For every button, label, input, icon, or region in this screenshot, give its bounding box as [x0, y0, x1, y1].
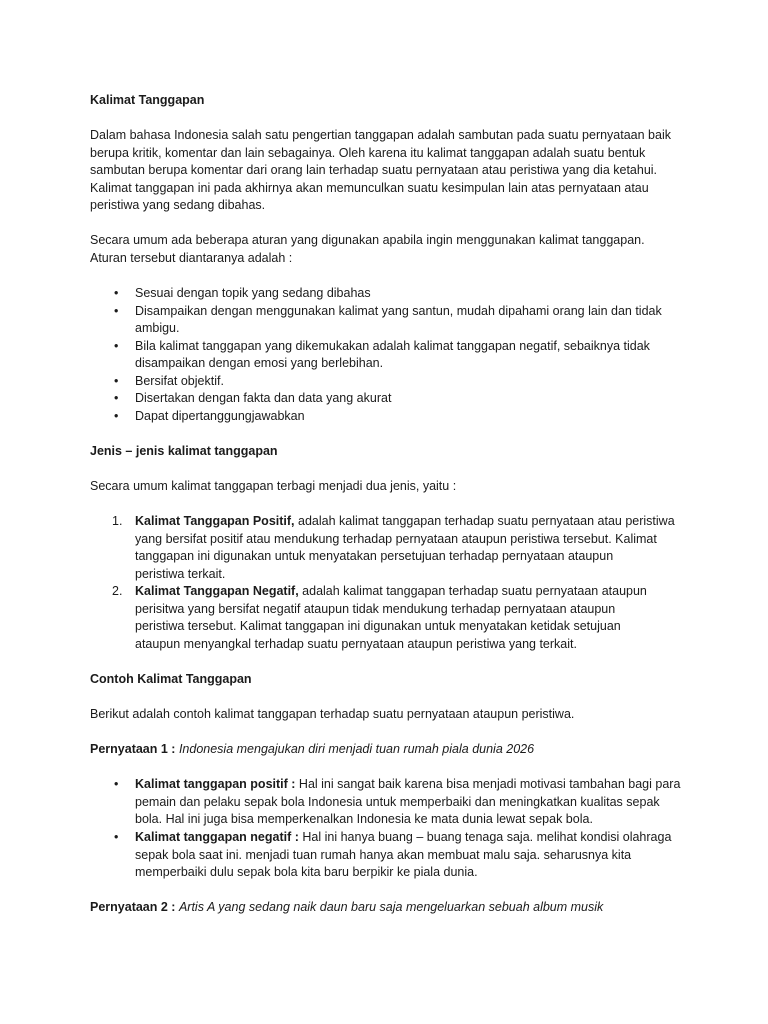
- list-item: [90, 303, 730, 338]
- item-text: adalah kalimat tanggapan terhadap suatu pernyataan atau peristiwa: [298, 514, 675, 529]
- types-heading: Jenis – jenis kalimat tanggapan: [90, 443, 278, 458]
- responses-list: [90, 776, 730, 881]
- bullet-icon: [114, 408, 118, 426]
- item-label: Kalimat Tanggapan Negatif,: [135, 584, 299, 599]
- types-list: [90, 513, 730, 653]
- statement-1: [90, 741, 730, 759]
- intro-paragraph: [90, 127, 730, 215]
- list-item: [90, 829, 730, 882]
- numbered-item: [90, 583, 730, 653]
- list-item-line: Sesuai dengan topik yang sedang dibahas: [135, 286, 371, 301]
- paragraph-line: Aturan tersebut diantaranya adalah :: [90, 250, 293, 265]
- list-item-line: memperbaiki dulu sepak bola kita baru berpikir ke piala dunia.: [135, 865, 478, 880]
- statement-label: Pernyataan 2 :: [90, 900, 176, 915]
- bullet-icon: [114, 776, 118, 794]
- examples-intro: Berikut adalah contoh kalimat tanggapan terhadap suatu pernyataan ataupun peristiwa.: [90, 707, 575, 722]
- bullet-icon: [114, 338, 118, 356]
- list-item-line: peristiwa terkait.: [135, 566, 226, 581]
- bullet-icon: [114, 829, 118, 847]
- bullet-icon: [114, 390, 118, 408]
- rules-list: [90, 285, 730, 425]
- list-item-line: Dapat dipertanggungjawabkan: [135, 408, 305, 423]
- item-number: 2.: [112, 584, 123, 599]
- list-item-line: ataupun menyangkal terhadap suatu pernyataan ataupun peristiwa yang terkait.: [135, 636, 577, 651]
- bullet-icon: [114, 285, 118, 303]
- list-item-line: Bila kalimat tanggapan yang dikemukakan adalah kalimat tanggapan negatif, sebaiknya tidak: [135, 338, 650, 353]
- list-item-line: Disampaikan dengan menggunakan kalimat yang santun, mudah dipahami orang lain dan tidak: [135, 303, 662, 318]
- list-item: [90, 373, 730, 391]
- list-item-line: Disertakan dengan fakta dan data yang akurat: [135, 391, 392, 406]
- response-label: Kalimat tanggapan positif :: [135, 777, 296, 792]
- rules-intro-paragraph: [90, 232, 730, 267]
- list-item-line: peristiwa tersebut. Kalimat tanggapan ini digunakan untuk menyatakan ketidak setujuan: [135, 619, 621, 634]
- paragraph-line: berupa kritik, komentar dan lain sebagainya. Oleh karena itu kalimat tanggapan adalah suatu bentuk: [90, 145, 646, 160]
- statement-text: Artis A yang sedang naik daun baru saja mengeluarkan sebuah album musik: [178, 900, 604, 915]
- paragraph-line: Kalimat tanggapan ini pada akhirnya akan memunculkan suatu kesimpulan lain atas pernyataan atau: [90, 180, 649, 195]
- list-item-line: [135, 829, 730, 847]
- types-intro: Secara umum kalimat tanggapan terbagi menjadi dua jenis, yaitu :: [90, 479, 457, 494]
- paragraph-line: peristiwa yang sedang dibahas.: [90, 198, 266, 213]
- item-text: adalah kalimat tanggapan terhadap suatu pernyataan ataupun: [302, 584, 647, 599]
- bullet-icon: [114, 303, 118, 321]
- bullet-icon: [114, 373, 118, 391]
- item-label: Kalimat Tanggapan Positif,: [135, 514, 295, 529]
- list-item-line: [135, 513, 730, 531]
- list-item-line: pemain dan pelaku sepak bola Indonesia untuk memperbaiki dan meningkatkan kualitas sepak: [135, 794, 660, 809]
- list-item: [90, 408, 730, 426]
- list-item-line: disampaikan dengan emosi yang berlebihan.: [135, 356, 384, 371]
- list-item: [90, 776, 730, 829]
- list-item: [90, 285, 730, 303]
- examples-heading: Contoh Kalimat Tanggapan: [90, 672, 252, 687]
- statement-text: Indonesia mengajukan diri menjadi tuan rumah piala dunia 2026: [178, 742, 535, 757]
- document-title: Kalimat Tanggapan: [90, 93, 205, 107]
- numbered-item: [90, 513, 730, 583]
- list-item: [90, 390, 730, 408]
- document-body: [90, 92, 730, 917]
- list-item-line: [135, 583, 730, 601]
- list-item: [90, 338, 730, 373]
- response-label: Kalimat tanggapan negatif :: [135, 829, 299, 844]
- statement-2: [90, 899, 730, 917]
- list-item-line: Bersifat objektif.: [135, 373, 224, 388]
- list-item-line: sepak bola saat ini. menjadi tuan rumah hanya akan membuat malu saja. seharusnya kita: [135, 847, 632, 862]
- list-item-line: [135, 776, 730, 794]
- list-item-line: perisitwa yang bersifat negatif ataupun tidak mendukung terhadap pernyataan ataupun: [135, 601, 616, 616]
- list-item-line: ambigu.: [135, 321, 180, 336]
- list-item-line: yang bersifat positif atau mendukung terhadap pernyataan ataupun peristiwa tersebut. Kalimat: [135, 531, 657, 546]
- item-number: 1.: [112, 514, 123, 529]
- response-text: Hal ini hanya buang – buang tenaga saja. melihat kondisi olahraga: [302, 829, 672, 844]
- paragraph-line: Dalam bahasa Indonesia salah satu pengertian tanggapan adalah sambutan pada suatu pernyataan baik: [90, 128, 671, 143]
- list-item-line: bola. Hal ini juga bisa memperkenalkan Indonesia ke mata dunia lewat sepak bola.: [135, 812, 593, 827]
- list-item-line: tanggapan ini digunakan untuk menyatakan persetujuan terhadap pernyataan ataupun: [135, 549, 614, 564]
- paragraph-line: sambutan berupa komentar dari orang lain terhadap suatu pernyataan atau peristiwa yang dia ketahui.: [90, 163, 658, 178]
- statement-label: Pernyataan 1 :: [90, 742, 176, 757]
- paragraph-line: Secara umum ada beberapa aturan yang digunakan apabila ingin menggunakan kalimat tanggapan.: [90, 233, 645, 248]
- response-text: Hal ini sangat baik karena bisa menjadi motivasi tambahan bagi para: [298, 777, 681, 792]
